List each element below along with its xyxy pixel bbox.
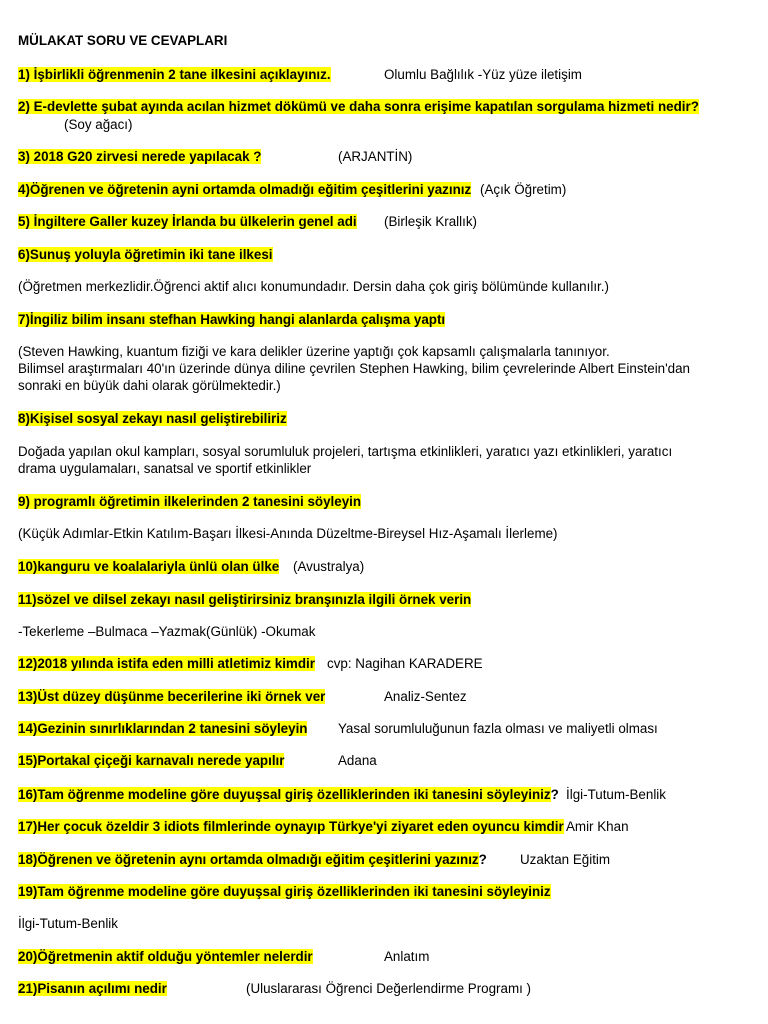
question-text: 21)Pisanın açılımı nedir xyxy=(18,981,167,996)
question-13 xyxy=(18,688,325,705)
question-suffix: ? xyxy=(478,852,487,867)
answer-14: Yasal sorumluluğunun fazla olması ve maliyetli olması xyxy=(338,721,658,736)
question-text: 13)Üst düzey düşünme becerilerine iki örnek ver xyxy=(18,689,326,704)
answer-19: İlgi-Tutum-Benlik xyxy=(18,916,118,931)
question-21 xyxy=(18,980,167,997)
question-text: 14)Gezinin sınırlıklarından 2 tanesini söyleyin xyxy=(18,721,308,736)
answer-16: İlgi-Tutum-Benlik xyxy=(566,787,666,802)
answer-21: (Uluslararası Öğrenci Değerlendirme Programı ) xyxy=(246,981,532,996)
answer-2: (Soy ağacı) xyxy=(64,117,133,132)
answer-7-line-1: (Steven Hawking, kuantum fiziği ve kara delikler üzerine yaptığı çok kapsamlı çalışmalarla tanınıyor. xyxy=(18,344,610,359)
question-text: 19)Tam öğrenme modeline göre duyuşsal giriş özelliklerinden iki tanesini söyleyiniz xyxy=(18,884,551,899)
answer-5: (Birleşik Krallık) xyxy=(384,214,477,229)
question-14 xyxy=(18,720,307,737)
answer-13: Analiz-Sentez xyxy=(384,689,467,704)
question-8 xyxy=(18,410,287,427)
answer-11: -Tekerleme –Bulmaca –Yazmak(Günlük) -Okumak xyxy=(18,624,316,639)
question-text: 2) E-devlette şubat ayında acılan hizmet dökümü ve daha sonra erişime kapatılan sorgulama hizmeti nedir? xyxy=(18,99,699,114)
answer-17: Amir Khan xyxy=(566,819,629,834)
question-15 xyxy=(18,752,284,769)
question-text: 1) İşbirlikli öğrenmenin 2 tane ilkesini açıklayınız. xyxy=(18,67,331,82)
question-3 xyxy=(18,148,261,165)
question-text: 8)Kişisel sosyal zekayı nasıl geliştirebiliriz xyxy=(18,411,287,426)
answer-7-line-2: Bilimsel araştırmaları 40'ın üzerinde dünya diline çevrilen Stephen Hawking, bilim çevrelerinde Albert Einstein'dan xyxy=(18,361,691,376)
answer-6: (Öğretmen merkezlidir.Öğrenci aktif alıcı konumundadır. Dersin daha çok giriş bölümünde kullanılır.) xyxy=(18,279,609,294)
question-text: 18)Öğrenen ve öğretenin aynı ortamda olmadığı eğitim çeşitlerini yazınız xyxy=(18,852,479,867)
question-text: 6)Sunuş yoluyla öğretimin iki tane ilkesi xyxy=(18,247,273,262)
answer-3: (ARJANTİN) xyxy=(338,149,413,164)
question-text: 7)İngiliz bilim insanı stefhan Hawking hangi alanlarda çalışma yaptı xyxy=(18,312,446,327)
question-text: 3) 2018 G20 zirvesi nerede yapılacak ? xyxy=(18,149,262,164)
question-5 xyxy=(18,213,357,230)
question-text: 12)2018 yılında istifa eden milli atletimiz kimdir xyxy=(18,656,315,671)
question-text: 4)Öğrenen ve öğretenin ayni ortamda olmadığı eğitim çeşitlerini yazınız xyxy=(18,182,472,197)
answer-20: Anlatım xyxy=(384,949,430,964)
question-10 xyxy=(18,558,279,575)
answer-10: (Avustralya) xyxy=(293,559,365,574)
question-text: 10)kanguru ve koalalariyla ünlü olan ülke xyxy=(18,559,280,574)
question-17 xyxy=(18,818,564,835)
question-4 xyxy=(18,181,471,198)
answer-4: (Açık Öğretim) xyxy=(480,182,567,197)
question-suffix: ? xyxy=(550,787,559,802)
question-text: 20)Öğretmenin aktif olduğu yöntemler nelerdir xyxy=(18,949,313,964)
question-text: 5) İngiltere Galler kuzey İrlanda bu ülkelerin genel adi xyxy=(18,214,357,229)
document-title: MÜLAKAT SORU VE CEVAPLARI xyxy=(18,33,228,48)
answer-9: (Küçük Adımlar-Etkin Katılım-Başarı İlkesi-Anında Düzeltme-Bireysel Hız-Aşamalı İlerleme) xyxy=(18,526,558,541)
answer-12: cvp: Nagihan KARADERE xyxy=(327,656,483,671)
question-2 xyxy=(18,98,699,115)
answer-15: Adana xyxy=(338,753,377,768)
question-9 xyxy=(18,493,361,510)
answer-18: Uzaktan Eğitim xyxy=(520,852,611,867)
question-text: 17)Her çocuk özeldir 3 idiots filmlerinde oynayıp Türkye'yi ziyaret eden oyuncu kimdir xyxy=(18,819,564,834)
answer-8-line-2: drama uygulamaları, sanatsal ve sportif etkinlikler xyxy=(18,461,312,476)
question-text: 16)Tam öğrenme modeline göre duyuşsal giriş özelliklerinden iki tanesini söyleyiniz xyxy=(18,787,551,802)
answer-7-line-3: sonraki en büyük dahi olarak görülmektedir.) xyxy=(18,378,281,393)
question-16 xyxy=(18,786,559,803)
question-20 xyxy=(18,948,313,965)
question-1 xyxy=(18,66,331,83)
question-text: 9) programlı öğretimin ilkelerinden 2 tanesini söyleyin xyxy=(18,494,362,509)
question-12 xyxy=(18,655,315,672)
question-6 xyxy=(18,246,273,263)
question-19 xyxy=(18,883,551,900)
answer-8-line-1: Doğada yapılan okul kampları, sosyal sorumluluk projeleri, tartışma etkinlikleri, yaratıcı yazı etkinlikleri, yaratıcı xyxy=(18,444,673,459)
question-text: 11)sözel ve dilsel zekayı nasıl geliştirirsiniz branşınızla ilgili örnek verin xyxy=(18,592,472,607)
question-7 xyxy=(18,311,445,328)
answer-1: Olumlu Bağlılık -Yüz yüze iletişim xyxy=(384,67,582,82)
question-18 xyxy=(18,851,487,868)
question-11 xyxy=(18,591,471,608)
question-text: 15)Portakal çiçeği karnavalı nerede yapılır xyxy=(18,753,285,768)
